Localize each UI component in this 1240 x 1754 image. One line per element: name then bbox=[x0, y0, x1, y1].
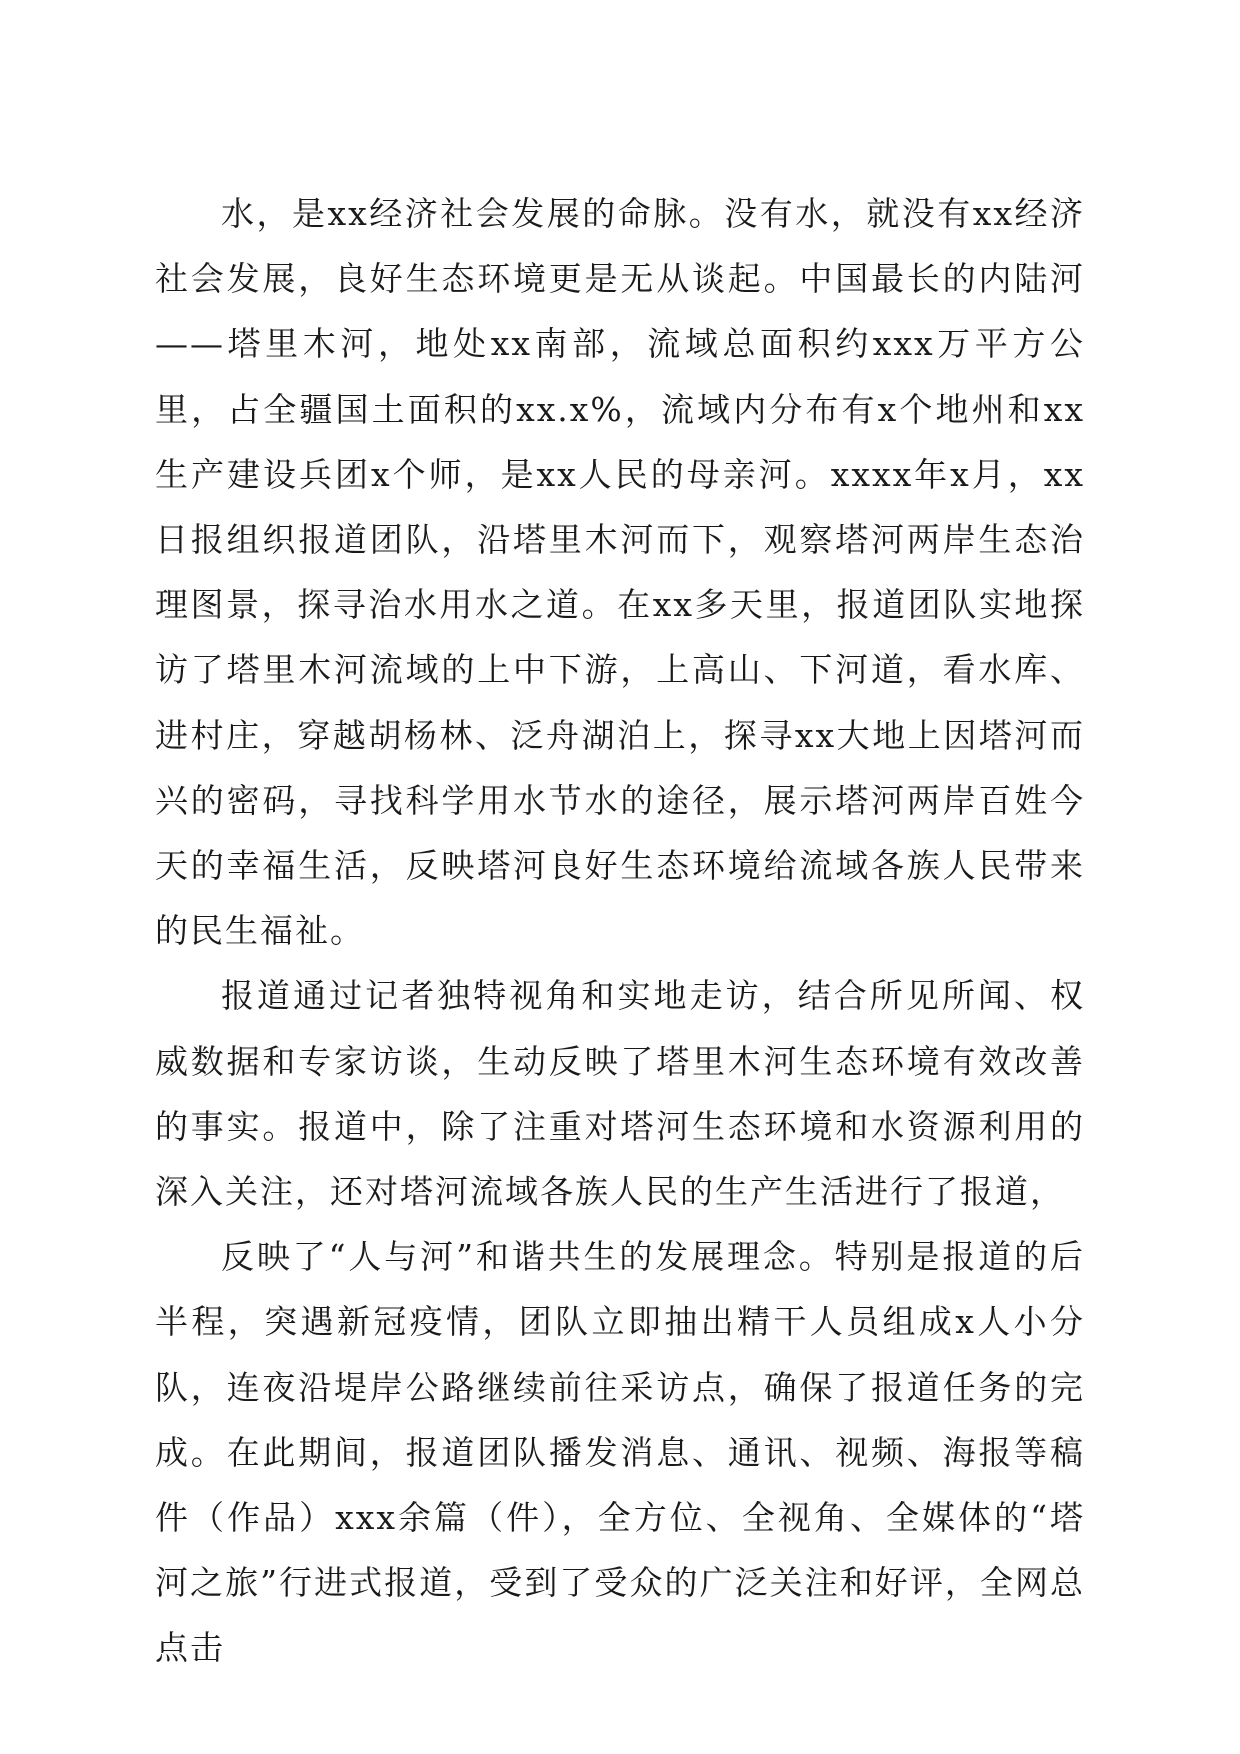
paragraph-2: 报道通过记者独特视角和实地走访，结合所见所闻、权威数据和专家访谈，生动反映了塔里木河生态环境有效改善的事实。报道中，除了注重对塔河生态环境和水资源利用的深入关注，还对塔河流域各族人民的生产生活进行了报道， bbox=[155, 976, 1085, 1212]
paragraph-1: 水，是xx经济社会发展的命脉。没有水，就没有xx经济社会发展，良好生态环境更是无从谈起。中国最长的内陆河——塔里木河，地处xx南部，流域总面积约xxx万平方公里，占全疆国土面积的xx.x%，流域内分布有x个地州和xx生产建设兵团x个师，是xx人民的母亲河。xxxx年x月，xx日报组织报道团队，沿塔里木河而下，观察塔河两岸生态治理图景，探寻治水用水之道。在xx多天里，报道团队实地探访了塔里木河流域的上中下游，上高山、下河道，看水库、进村庄，穿越胡杨林、泛舟湖泊上，探寻xx大地上因塔河而兴的密码，寻找科学用水节水的途径，展示塔河两岸百姓今天的幸福生活，反映塔河良好生态环境给流域各族人民带来的民生福祉。 bbox=[155, 194, 1085, 951]
document-body bbox=[155, 181, 1085, 1681]
paragraph-3: 反映了“人与河”和谐共生的发展理念。特别是报道的后半程，突遇新冠疫情，团队立即抽出精干人员组成x人小分队，连夜沿堤岸公路继续前往采访点，确保了报道任务的完成。在此期间，报道团队播发消息、通讯、视频、海报等稿件（作品）xxx余篇（件），全方位、全视角、全媒体的“塔河之旅”行进式报道，受到了受众的广泛关注和好评，全网总点击 bbox=[155, 1237, 1085, 1668]
